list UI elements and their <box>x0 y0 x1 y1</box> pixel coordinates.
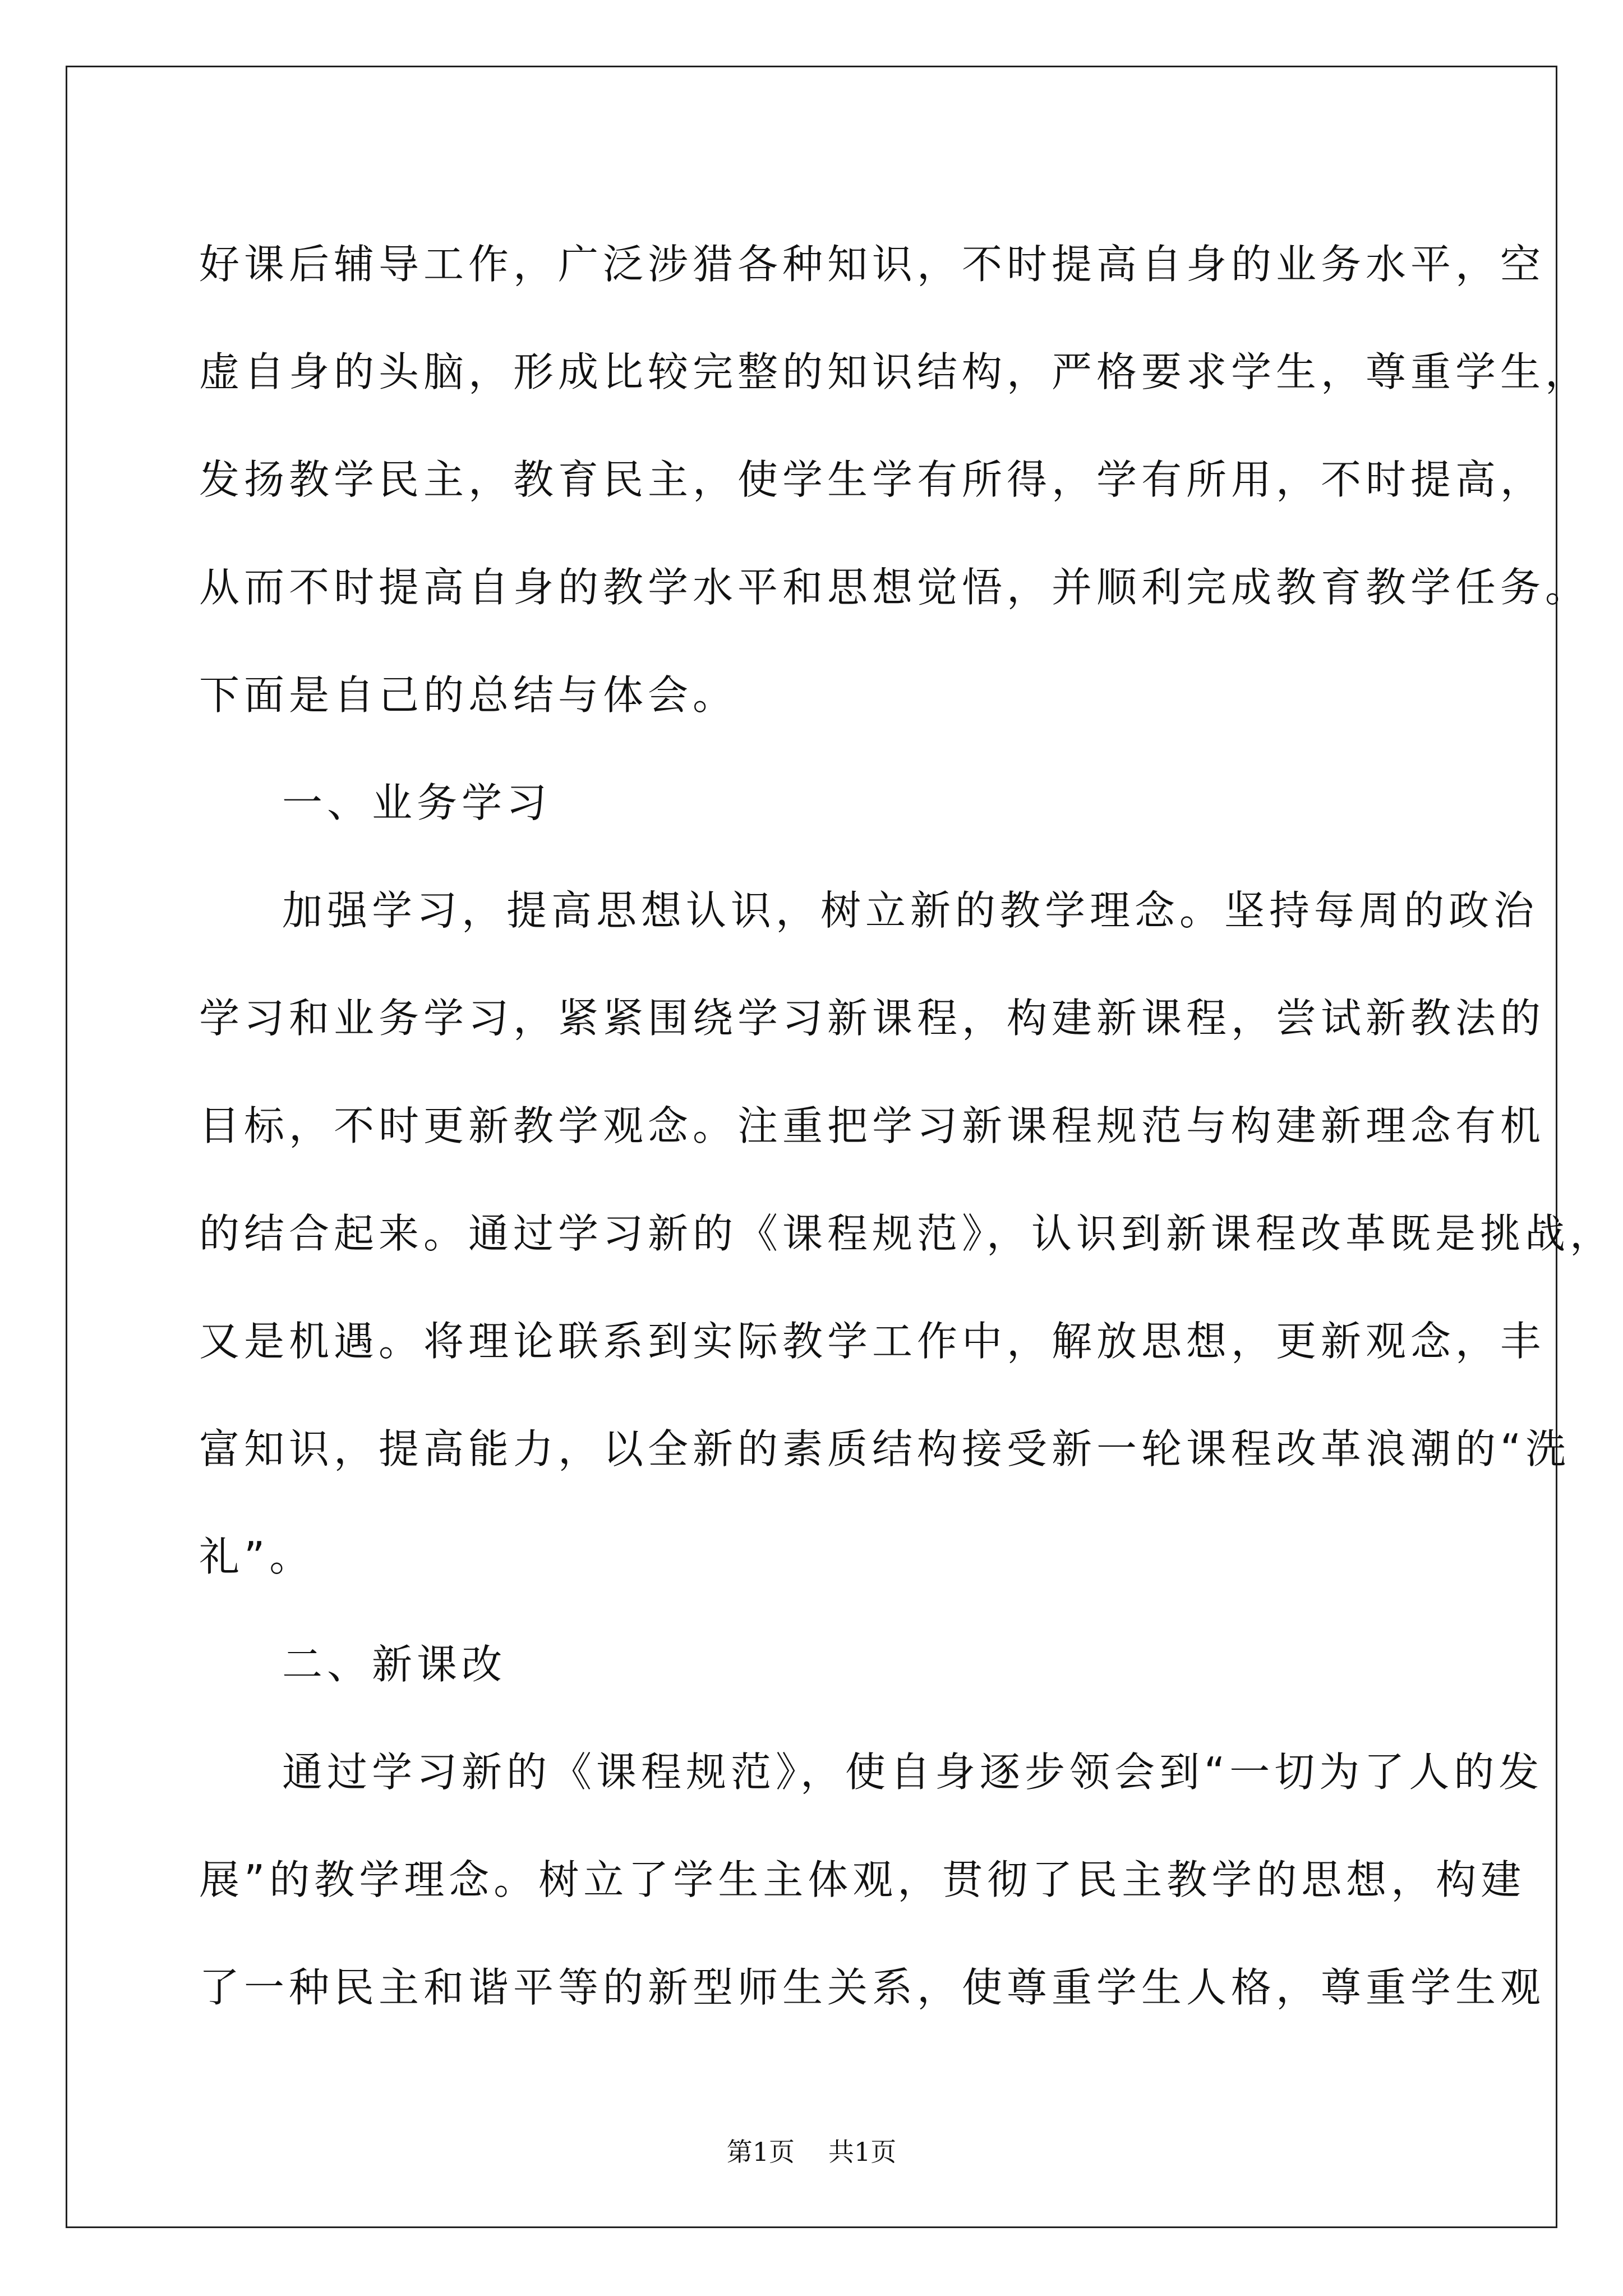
section-heading: 一、业务学习 <box>282 779 552 826</box>
text-line: 展”的教学理念。树立了学生主体观，贯彻了民主教学的思想，构建 <box>199 1856 1526 1903</box>
page-footer <box>0 2132 1623 2169</box>
text-line: 加强学习，提高思想认识，树立新的教学理念。坚持每周的政治 <box>282 887 1539 934</box>
page-number: 第1页 <box>726 2137 795 2167</box>
document-body <box>199 210 1615 2041</box>
text-line: 的结合起来。通过学习新的《课程规范》，认识到新课程改革既是挑战， <box>199 1210 1615 1257</box>
text-line: 下面是自己的总结与体会。 <box>199 671 738 719</box>
text-line: 了一种民主和谐平等的新型师生关系，使尊重学生人格，尊重学生观 <box>199 1964 1546 2011</box>
text-line: 从而不时提高自身的教学水平和思想觉悟，并顺利完成教育教学任务。 <box>199 564 1590 611</box>
text-line: 礼”。 <box>199 1533 315 1580</box>
page-total: 共1页 <box>828 2137 897 2167</box>
text-line: 学习和业务学习，紧紧围绕学习新课程，构建新课程，尝试新教法的 <box>199 995 1546 1042</box>
text-line: 虚自身的头脑，形成比较完整的知识结构，严格要求学生，尊重学生， <box>199 348 1590 395</box>
text-line: 富知识，提高能力，以全新的素质结构接受新一轮课程改革浪潮的“洗 <box>199 1425 1571 1473</box>
text-line: 发扬教学民主，教育民主，使学生学有所得，学有所用，不时提高， <box>199 456 1546 503</box>
section-heading: 二、新课改 <box>282 1641 507 1688</box>
text-line: 好课后辅导工作，广泛涉猎各种知识，不时提高自身的业务水平，空 <box>199 241 1546 288</box>
text-line: 又是机遇。将理论联系到实际教学工作中，解放思想，更新观念，丰 <box>199 1318 1546 1365</box>
text-line: 目标，不时更新教学观念。注重把学习新课程规范与构建新理念有机 <box>199 1102 1546 1149</box>
text-line: 通过学习新的《课程规范》，使自身逐步领会到“一切为了人的发 <box>282 1749 1544 1796</box>
